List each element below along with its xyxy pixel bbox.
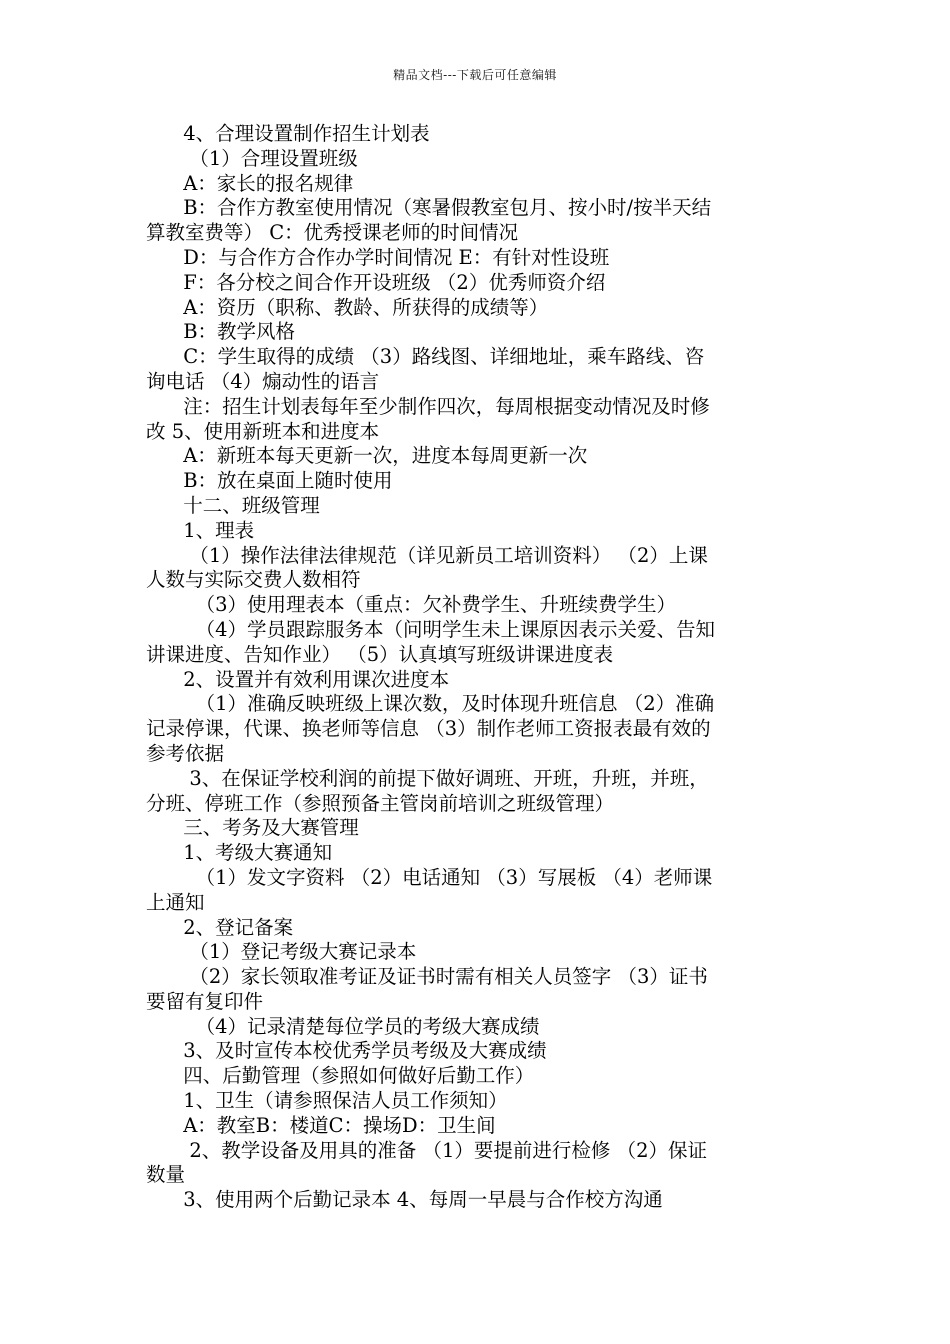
- text-line: 要留有复印件: [146, 989, 264, 1013]
- text-line: 2、登记备案: [146, 915, 294, 939]
- text-line: 1、理表: [146, 518, 255, 542]
- text-line: （4）学员跟踪服务本（问明学生未上课原因表示关爱、告知: [146, 617, 715, 641]
- page-header: 精品文档---下载后可任意编辑: [393, 68, 557, 82]
- text-line: 人数与实际交费人数相符: [146, 568, 361, 592]
- text-line: 3、使用两个后勤记录本 4、每周一早晨与合作校方沟通: [146, 1188, 663, 1212]
- text-line: 参考依据: [146, 741, 225, 765]
- text-line: 十二、班级管理: [146, 493, 320, 517]
- text-line: B：教学风格: [146, 320, 296, 344]
- text-line: 1、考级大赛通知: [146, 841, 333, 865]
- text-line: A：家长的报名规律: [146, 171, 354, 195]
- text-line: 2、教学设备及用具的准备 （1）要提前进行检修 （2）保证: [146, 1138, 708, 1162]
- text-line: B：放在桌面上随时使用: [146, 469, 393, 493]
- document-body: [146, 122, 808, 1213]
- text-line: 上通知: [146, 890, 205, 914]
- text-line: 注：招生计划表每年至少制作四次，每周根据变动情况及时修: [146, 394, 710, 418]
- text-line: C：学生取得的成绩 （3）路线图、详细地址，乘车路线、咨: [146, 345, 705, 369]
- text-line: B：合作方教室使用情况（寒暑假教室包月、按小时/按半天结: [146, 196, 712, 220]
- text-line: （2）家长领取准考证及证书时需有相关人员签字 （3）证书: [146, 965, 708, 989]
- text-line: 分班、停班工作（参照预备主管岗前培训之班级管理）: [146, 791, 615, 815]
- text-line: 3、在保证学校利润的前提下做好调班、开班，升班，并班，: [146, 766, 709, 790]
- text-line: 2、设置并有效利用课次进度本: [146, 667, 450, 691]
- text-line: 数量: [146, 1163, 186, 1187]
- text-line: （1）合理设置班级: [146, 146, 358, 170]
- text-line: D：与合作方合作办学时间情况 E：有针对性设班: [146, 245, 610, 269]
- text-line: A：资历（职称、教龄、所获得的成绩等）: [146, 295, 549, 319]
- text-line: 3、及时宣传本校优秀学员考级及大赛成绩: [146, 1039, 547, 1063]
- text-line: 三、考务及大赛管理: [146, 816, 359, 840]
- text-line: 4、合理设置制作招生计划表: [146, 122, 430, 145]
- text-line: （3）使用理表本（重点：欠补费学生、升班续费学生）: [146, 593, 676, 617]
- text-line: 记录停课，代课、换老师等信息 （3）制作老师工资报表最有效的: [146, 717, 711, 741]
- text-line: 算教室费等） C：优秀授课老师的时间情况: [146, 221, 519, 245]
- text-line: 四、后勤管理（参照如何做好后勤工作）: [146, 1064, 535, 1088]
- text-line: A：新班本每天更新一次，进度本每周更新一次: [146, 444, 588, 468]
- text-line: （1）发文字资料 （2）电话通知 （3）写展板 （4）老师课: [146, 865, 713, 889]
- text-line: （4）记录清楚每位学员的考级大赛成绩: [146, 1014, 540, 1038]
- text-line: （1）操作法律法律规范（详见新员工培训资料） （2）上课: [146, 543, 708, 567]
- text-line: 1、卫生（请参照保洁人员工作须知）: [146, 1089, 508, 1113]
- text-line: 讲课进度、告知作业） （5）认真填写班级讲课进度表: [146, 642, 614, 666]
- text-line: 询电话 （4）煽动性的语言: [146, 369, 380, 393]
- text-line: A：教室B：楼道C：操场D：卫生间: [146, 1113, 496, 1137]
- text-line: 改 5、使用新班本和进度本: [146, 419, 380, 443]
- text-line: （1）登记考级大赛记录本: [146, 940, 417, 964]
- text-line: （1）准确反映班级上课次数，及时体现升班信息 （2）准确: [146, 692, 715, 716]
- text-line: F：各分校之间合作开设班级 （2）优秀师资介绍: [146, 270, 606, 294]
